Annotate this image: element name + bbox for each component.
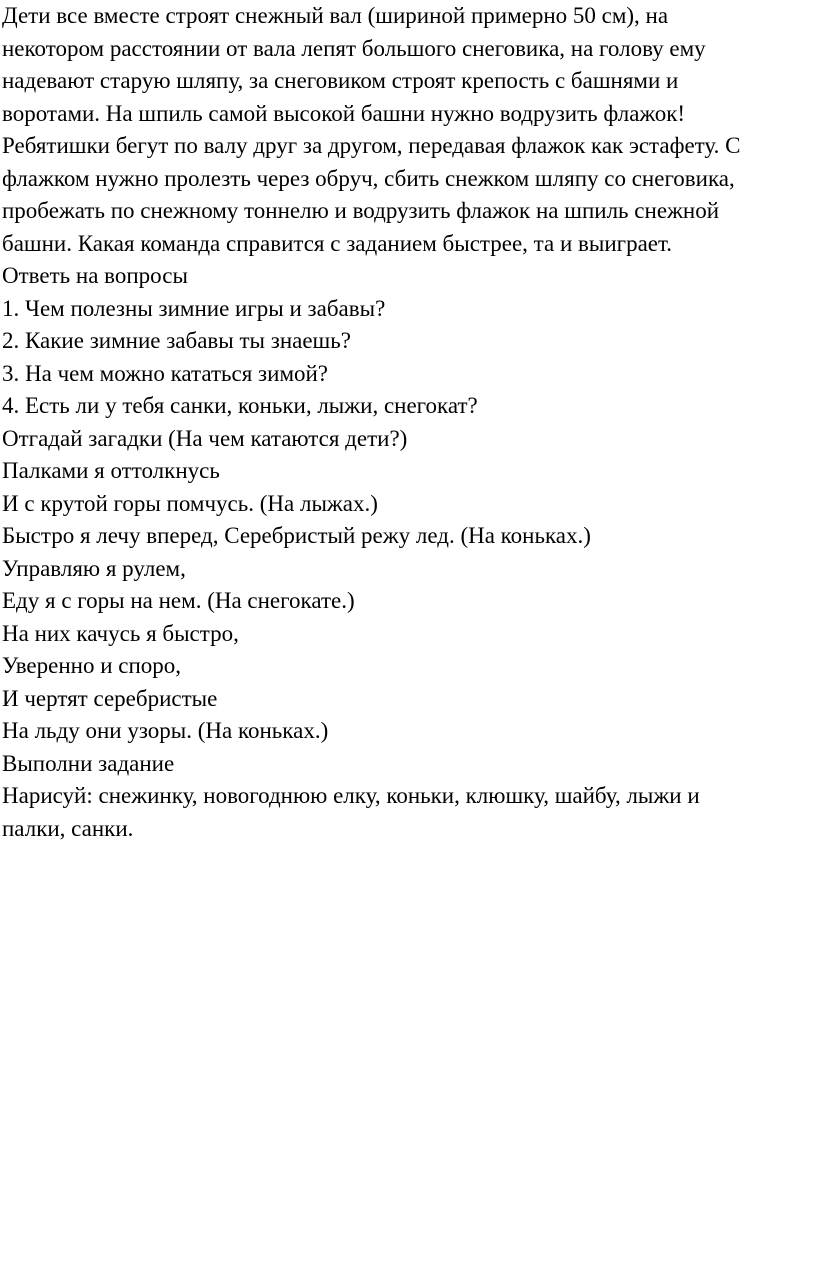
paragraph-snow-game-line-4: воротами. На шпиль самой высокой башни нужно водрузить флажок! (2, 100, 686, 126)
paragraph-snow-game-line-5: Ребятишки бегут по валу друг за другом, передавая флажок как эстафету. С (2, 133, 741, 158)
riddle-line: Быстро я лечу вперед, Серебристый режу лед. (На коньках.) (2, 523, 591, 548)
document-text (2, 0, 814, 845)
question-1: 1. Чем полезны зимние игры и забавы? (2, 295, 386, 321)
task-heading: Выполни задание (2, 750, 175, 776)
riddle-line: На льду они узоры. (На коньках.) (2, 718, 329, 743)
paragraph-snow-game-line-1: Дети все вместе строят снежный вал (шириной примерно 50 см), на (2, 3, 669, 28)
riddles-heading: Отгадай загадки (На чем катаются дети?) (2, 425, 408, 451)
paragraph-snow-game-line-8: башни. Какая команда справится с заданием быстрее, та и выиграет. (2, 230, 673, 256)
questions-heading: Ответь на вопросы (2, 263, 188, 288)
task-text-line-1: Нарисуй: снежинку, новогоднюю елку, коньки, клюшку, шайбу, лыжи и (2, 783, 700, 808)
question-4: 4. Есть ли у тебя санки, коньки, лыжи, снегокат? (2, 393, 478, 418)
riddle-line: Палками я оттолкнусь (2, 458, 220, 483)
riddle-line: И чертят серебристые (2, 685, 218, 711)
paragraph-snow-game-line-3: надевают старую шляпу, за снеговиком строят крепость с башнями и (2, 68, 679, 93)
question-3: 3. На чем можно кататься зимой? (2, 360, 329, 386)
riddle-line: И с крутой горы помчусь. (На лыжах.) (2, 490, 378, 516)
task-text-line-2: палки, санки. (2, 815, 134, 841)
riddle-line: На них качусь я быстро, (2, 620, 239, 646)
question-2: 2. Какие зимние забавы ты знаешь? (2, 328, 351, 353)
riddle-line: Управляю я рулем, (2, 555, 186, 581)
paragraph-snow-game-line-7: пробежать по снежному тоннелю и водрузить флажок на шпиль снежной (2, 198, 720, 223)
paragraph-snow-game-line-6: флажком нужно пролезть через обруч, сбить снежком шляпу со снеговика, (2, 165, 735, 191)
riddle-line: Еду я с горы на нем. (На снегокате.) (2, 588, 355, 613)
paragraph-snow-game-line-2: некотором расстоянии от вала лепят большого снеговика, на голову ему (2, 35, 706, 61)
riddle-line: Уверенно и споро, (2, 653, 182, 678)
